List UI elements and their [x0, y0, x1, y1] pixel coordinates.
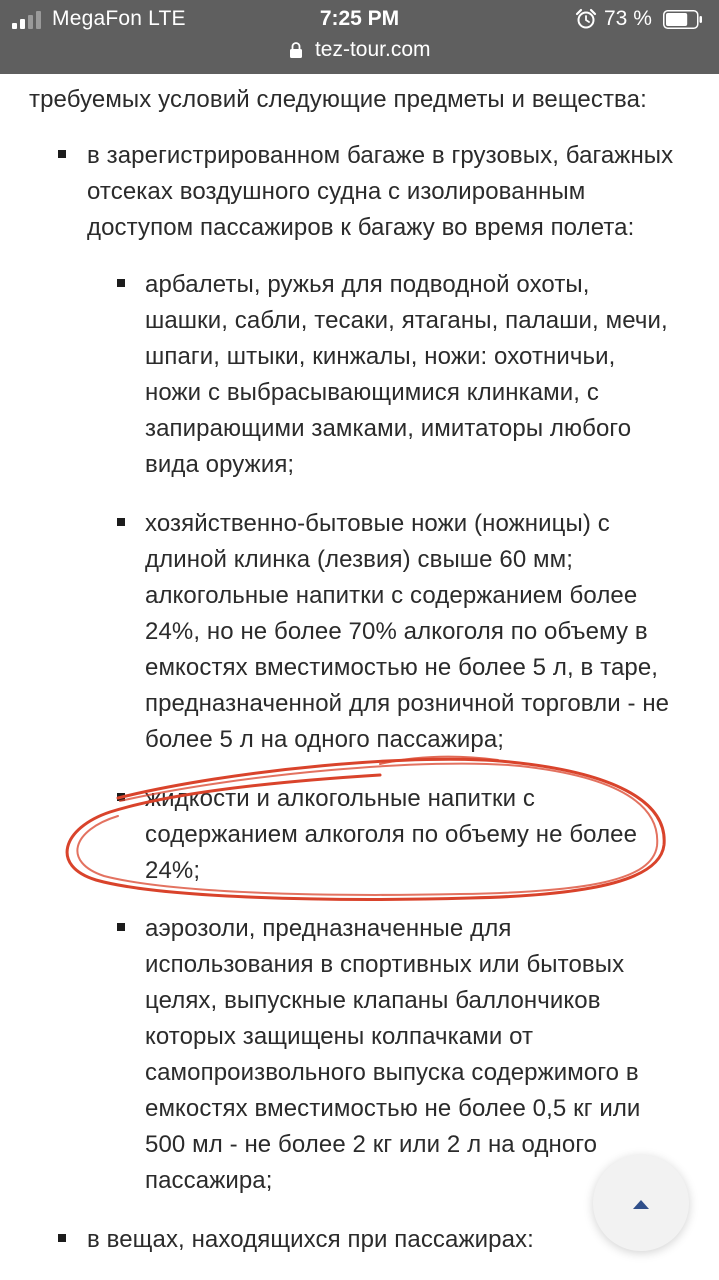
list-item-line: целях, выпускные клапаны баллончиков — [145, 987, 601, 1014]
list-item-line: 24%, но не более 70% алкоголя по объему в — [145, 618, 648, 645]
list-item-line: хозяйственно-бытовые ножи (ножницы) с — [145, 510, 610, 537]
list-item-line: вида оружия; — [145, 451, 295, 478]
list-item-line: 500 мл - не более 2 кг или 2 л на одного — [145, 1131, 598, 1158]
list-item-line: длиной клинка (лезвия) свыше 60 мм; — [145, 546, 573, 573]
list-item-line: самопроизвольного выпуска содержимого в — [145, 1059, 639, 1086]
list-bullet — [117, 793, 125, 801]
intro-line: требуемых условий следующие предметы и вещества: — [29, 86, 647, 113]
list-item-line: емкостях вместимостью не более 0,5 кг или — [145, 1095, 641, 1122]
list-bullet — [117, 923, 125, 931]
list-item-line: использования в спортивных или бытовых — [145, 951, 625, 978]
list-item-line: ножи с выбрасывающимися клинками, с — [145, 379, 599, 406]
status-bar — [0, 0, 719, 40]
list-item-line: предназначенной для розничной торговли - не — [145, 690, 670, 717]
address-bar[interactable] — [0, 38, 719, 68]
list-bullet — [58, 1234, 66, 1242]
list-bullet — [117, 279, 125, 287]
lock-icon — [289, 41, 303, 59]
list-item-line: шашки, сабли, тесаки, ятаганы, палаши, мечи, — [145, 307, 668, 334]
article-content — [0, 74, 719, 1280]
browser-top-bar — [0, 0, 719, 74]
list-item-line: отсеках воздушного судна с изолированным — [87, 178, 586, 205]
list-item-line: алкогольные напитки с содержанием более — [145, 582, 638, 609]
list-item-line: доступом пассажиров к багажу во время полета: — [87, 214, 635, 241]
list-item-line: пассажира; — [145, 1167, 273, 1194]
list-item-line: которых защищены колпачками от — [145, 1023, 534, 1050]
scroll-to-top-button[interactable] — [593, 1155, 689, 1251]
list-item-line: более 5 л на одного пассажира; — [145, 726, 505, 753]
highlighted-item-line: жидкости и алкогольные напитки с — [145, 785, 536, 812]
alarm-clock-icon — [575, 8, 597, 30]
list-item-line: аэрозоли, предназначенные для — [145, 915, 512, 942]
list-item-line: арбалеты, ружья для подводной охоты, — [145, 271, 590, 298]
list-item-line: шпаги, штыки, кинжалы, ножи: охотничьи, — [145, 343, 616, 370]
list-bullet — [117, 518, 125, 526]
arrow-up-icon — [633, 1199, 649, 1209]
battery-percent: 73 % — [604, 7, 652, 30]
list-item-line: в вещах, находящихся при пассажирах: — [87, 1226, 534, 1253]
list-item-line: емкостях вместимостью не более 5 л, в таре, — [145, 654, 659, 681]
battery-icon — [663, 10, 703, 29]
list-item-line: запирающими замками, имитаторы любого — [145, 415, 632, 442]
carrier-label: MegaFon LTE — [52, 7, 186, 30]
status-time: 7:25 PM — [319, 7, 400, 30]
list-bullet — [58, 150, 66, 158]
highlighted-item-line: содержанием алкоголя по объему не более — [145, 821, 638, 848]
page-url: tez-tour.com — [314, 38, 431, 61]
highlighted-item-line: 24%; — [145, 857, 201, 884]
list-item-line: в зарегистрированном багаже в грузовых, багажных — [87, 142, 674, 169]
